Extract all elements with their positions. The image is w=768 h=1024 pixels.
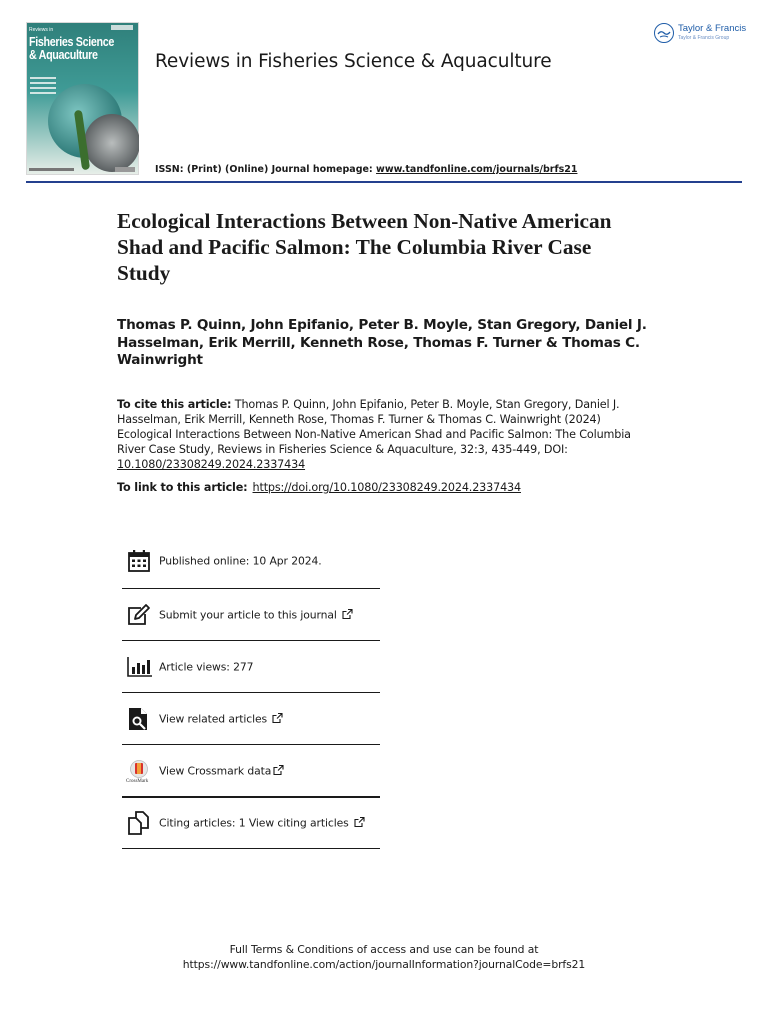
related-articles-link[interactable]: View related articles: [159, 712, 283, 725]
crossmark-icon: [127, 759, 151, 783]
cite-label: To cite this article:: [117, 398, 232, 411]
citing-documents-icon: [127, 811, 151, 835]
citing-row[interactable]: [122, 797, 380, 849]
crossmark-link[interactable]: View Crossmark data: [159, 764, 284, 777]
external-link-icon: [272, 712, 283, 723]
published-date: Published online: 10 Apr 2024.: [159, 554, 322, 567]
terms-footer: [0, 942, 768, 972]
article-views: Article views: 277: [159, 660, 254, 673]
cover-journal-name: Fisheries Science & Aquaculture: [29, 35, 114, 62]
article-authors: Thomas P. Quinn, John Epifanio, Peter B. Moyle, Stan Gregory, Daniel J. Hasselman, Erik Merrill, Kenneth Rose, Thomas F. Turner & Thomas C. Wainwright: [117, 317, 647, 368]
document-search-icon: [127, 707, 151, 731]
citing-articles-link[interactable]: Citing articles: 1 View citing articles: [159, 817, 365, 830]
external-link-icon: [273, 764, 284, 775]
submit-article-link[interactable]: Submit your article to this journal: [159, 608, 353, 621]
publisher-logo: [654, 22, 747, 46]
article-metrics-list: [122, 533, 380, 849]
edit-icon: [127, 603, 151, 627]
bar-chart-icon: [127, 655, 151, 679]
related-row[interactable]: [122, 693, 380, 745]
submit-row[interactable]: [122, 589, 380, 641]
cite-text: Thomas P. Quinn, John Epifanio, Peter B. Moyle, Stan Gregory, Daniel J. Hasselman, Erik Merrill, Kenneth Rose, Thomas F. Turner & Thomas C. Wainwright (2024) Ecological Interactions Between Non-Native American Shad and Pacific Salmon: The Columbia River Case Study, Reviews in Fisheries Science & Aquaculture, 32:3, 435-449, DOI:: [117, 398, 631, 456]
published-row: [122, 533, 380, 589]
journal-cover-image: [26, 22, 139, 175]
article-title: Ecological Interactions Between Non-Native American Shad and Pacific Salmon: The Columbia River Case Study: [117, 209, 612, 285]
doi-link[interactable]: 10.1080/23308249.2024.2337434: [117, 458, 306, 471]
terms-url[interactable]: https://www.tandfonline.com/action/journalInformation?journalCode=brfs21: [182, 958, 586, 971]
article-doi-url[interactable]: https://doi.org/10.1080/23308249.2024.2337434: [252, 481, 521, 494]
calendar-icon: [127, 549, 151, 573]
article-link-line: [117, 481, 521, 494]
cover-prefix: Reviews in: [29, 27, 54, 33]
external-link-icon: [354, 817, 365, 828]
header-divider: [26, 181, 742, 183]
journal-title: Reviews in Fisheries Science & Aquaculture: [155, 51, 552, 72]
views-row: [122, 641, 380, 693]
issn-line: [155, 164, 577, 175]
external-link-icon: [342, 608, 353, 619]
issn-label: ISSN: (Print) (Online) Journal homepage:: [155, 164, 377, 175]
terms-line: Full Terms & Conditions of access and use can be found at: [229, 943, 539, 956]
crossmark-row[interactable]: [122, 745, 380, 797]
crossmark-icon-label: CrossMark: [126, 778, 149, 784]
publisher-name: Taylor & Francis: [678, 23, 747, 34]
publisher-group: Taylor & Francis Group: [678, 35, 730, 41]
link-label: To link to this article:: [117, 481, 248, 494]
journal-homepage-link[interactable]: www.tandfonline.com/journals/brfs21: [376, 164, 578, 175]
publisher-logo-icon: [654, 23, 674, 43]
citation-block: [117, 397, 642, 472]
